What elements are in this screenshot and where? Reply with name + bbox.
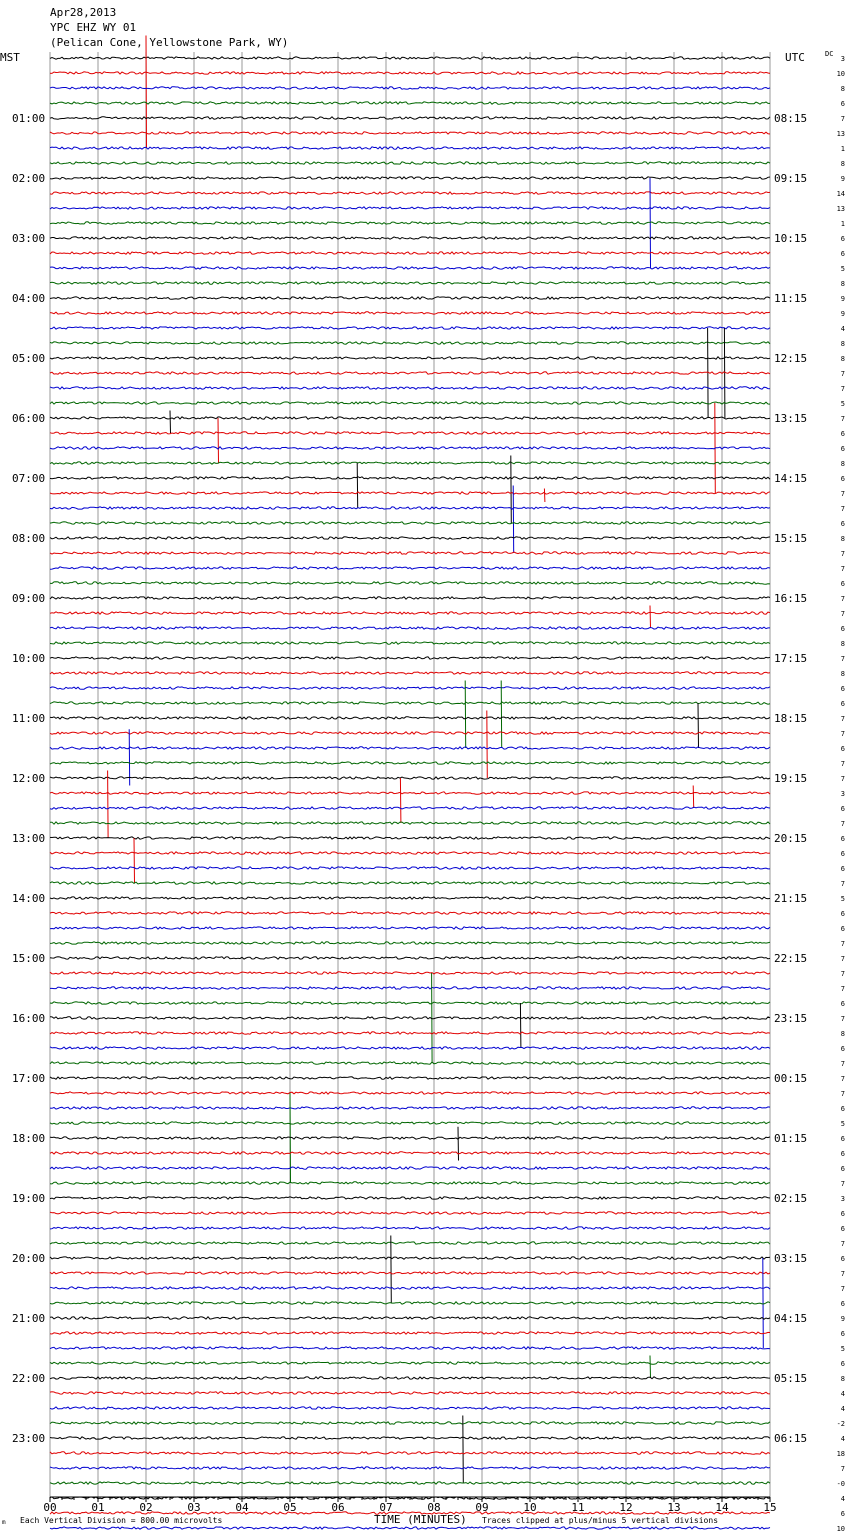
left-timezone-label: MST <box>0 51 20 64</box>
trace-row-94 <box>50 1467 770 1469</box>
trace-row-11 <box>50 222 770 224</box>
dc-offset-value: 8 <box>840 1030 845 1038</box>
dc-offset-value: 7 <box>840 1285 845 1293</box>
trace-row-47 <box>50 762 770 764</box>
dc-offset-value: 5 <box>840 1345 845 1353</box>
dc-offset-value: -0 <box>836 1480 845 1488</box>
trace-row-70 <box>50 1107 770 1109</box>
dc-offset-value: 6 <box>840 1330 845 1338</box>
trace-row-35 <box>50 582 770 584</box>
utc-hour-label: 11:15 <box>774 292 808 305</box>
dc-offset-value: 8 <box>840 85 845 93</box>
dc-offset-value: 8 <box>840 340 845 348</box>
dc-offset-value: 7 <box>840 115 845 123</box>
trace-row-84 <box>50 1317 770 1319</box>
dc-offset-value: 6 <box>840 250 845 258</box>
utc-hour-label: 16:15 <box>774 592 808 605</box>
trace-row-92 <box>50 1416 770 1484</box>
dc-offset-value: 7 <box>840 1270 845 1278</box>
dc-offset-value: 7 <box>840 550 845 558</box>
dc-offset-header: DC <box>825 50 834 58</box>
trace-row-42 <box>50 687 770 689</box>
trace-row-62 <box>50 987 770 989</box>
dc-offset-value: 9 <box>840 295 845 303</box>
dc-offset-value: 6 <box>840 1045 845 1053</box>
dc-offset-value: 4 <box>840 1495 845 1503</box>
mst-hour-label: 21:00 <box>12 1312 46 1325</box>
dc-offset-value: 7 <box>840 760 845 768</box>
trace-row-53 <box>50 838 770 883</box>
trace-row-85 <box>50 1332 770 1334</box>
dc-offset-value: 9 <box>840 1315 845 1323</box>
dc-offset-value: 4 <box>840 1390 845 1398</box>
trace-row-14 <box>50 267 770 269</box>
mst-hour-label: 23:00 <box>12 1432 46 1445</box>
trace-row-89 <box>50 1392 770 1394</box>
mst-hour-label: 12:00 <box>12 772 46 785</box>
trace-row-5 <box>50 132 770 134</box>
location-label: (Pelican Cone, Yellowstone Park, WY) <box>50 36 289 49</box>
utc-hour-label: 14:15 <box>774 472 808 485</box>
dc-offset-value: 6 <box>840 865 845 873</box>
mst-hour-label: 16:00 <box>12 1012 46 1025</box>
dc-offset-value: 1 <box>840 220 845 228</box>
dc-offset-value: 9 <box>840 310 845 318</box>
trace-row-98 <box>50 1527 770 1529</box>
utc-hour-label: 20:15 <box>774 832 808 845</box>
utc-hour-label: 18:15 <box>774 712 808 725</box>
trace-row-76 <box>50 1197 770 1199</box>
utc-hour-label: 09:15 <box>774 172 808 185</box>
mst-hour-label: 06:00 <box>12 412 46 425</box>
dc-offset-value: 6 <box>840 1135 845 1143</box>
utc-hour-label: 22:15 <box>774 952 808 965</box>
dc-offset-value: 7 <box>840 655 845 663</box>
trace-row-57 <box>50 912 770 914</box>
x-tick-label: 08 <box>427 1501 441 1514</box>
dc-offset-value: 4 <box>840 325 845 333</box>
trace-row-67 <box>50 1062 770 1064</box>
utc-hour-label: 03:15 <box>774 1252 808 1265</box>
trace-row-44 <box>50 703 770 748</box>
footer-mark: m <box>2 1519 6 1526</box>
dc-offset-value: 7 <box>840 715 845 723</box>
x-tick-label: 15 <box>763 1501 777 1514</box>
trace-row-17 <box>50 312 770 314</box>
trace-row-81 <box>50 1272 770 1274</box>
x-tick-label: 10 <box>523 1501 537 1514</box>
dc-offset-value: 7 <box>840 385 845 393</box>
station-label: YPC EHZ WY 01 <box>50 21 137 34</box>
dc-offset-value: 7 <box>840 1075 845 1083</box>
dc-offset-value: 6 <box>840 1105 845 1113</box>
mst-hour-label: 08:00 <box>12 532 46 545</box>
mst-hour-label: 18:00 <box>12 1132 46 1145</box>
trace-row-16 <box>50 297 770 299</box>
utc-hour-label: 02:15 <box>774 1192 808 1205</box>
dc-offset-value: 6 <box>840 925 845 933</box>
clip-note: Traces clipped at plus/minus 5 vertical divisions <box>482 1516 719 1525</box>
dc-offset-value: 13 <box>836 205 845 213</box>
dc-offset-value: 7 <box>840 595 845 603</box>
trace-row-75 <box>50 1182 770 1184</box>
dc-offset-value: 6 <box>840 430 845 438</box>
right-timezone-label: UTC <box>785 51 805 64</box>
seismic-traces <box>50 36 770 1534</box>
x-axis-title: TIME (MINUTES) <box>374 1513 467 1526</box>
x-tick-label: 00 <box>43 1501 57 1514</box>
utc-hour-label: 01:15 <box>774 1132 808 1145</box>
trace-row-90 <box>50 1407 770 1409</box>
dc-offset-value: 14 <box>836 190 845 198</box>
trace-row-2 <box>50 87 770 89</box>
mst-hour-label: 10:00 <box>12 652 46 665</box>
dc-offset-value: 7 <box>840 610 845 618</box>
dc-offset-value: 7 <box>840 415 845 423</box>
dc-offset-value: 6 <box>840 1510 845 1518</box>
dc-offset-value: 6 <box>840 1360 845 1368</box>
mst-hour-label: 22:00 <box>12 1372 46 1385</box>
utc-hour-label: 15:15 <box>774 532 808 545</box>
utc-hour-label: 19:15 <box>774 772 808 785</box>
mst-hour-label: 15:00 <box>12 952 46 965</box>
utc-hour-label: 21:15 <box>774 892 808 905</box>
dc-offset-value: 8 <box>840 280 845 288</box>
trace-row-23 <box>50 402 770 404</box>
dc-offset-value: 7 <box>840 955 845 963</box>
utc-hour-label: 10:15 <box>774 232 808 245</box>
dc-offset-value: 5 <box>840 400 845 408</box>
dc-offset-value: 7 <box>840 370 845 378</box>
trace-row-88 <box>50 1377 770 1379</box>
x-tick-label: 05 <box>283 1501 297 1514</box>
dc-offset-value: 7 <box>840 985 845 993</box>
utc-hour-label: 12:15 <box>774 352 808 365</box>
utc-hour-label: 06:15 <box>774 1432 808 1445</box>
dc-offset-value: 6 <box>840 1255 845 1263</box>
utc-hour-label: 05:15 <box>774 1372 808 1385</box>
dc-offset-value: 7 <box>840 505 845 513</box>
x-tick-label: 06 <box>331 1501 345 1514</box>
dc-offset-value: 7 <box>840 1180 845 1188</box>
x-axis <box>43 1497 776 1514</box>
mst-hour-label: 07:00 <box>12 472 46 485</box>
dc-offset-value: 8 <box>840 1375 845 1383</box>
x-tick-label: 04 <box>235 1501 249 1514</box>
utc-hour-label: 00:15 <box>774 1072 808 1085</box>
dc-offset-value: 18 <box>836 1450 845 1458</box>
dc-offset-value: 9 <box>840 175 845 183</box>
trace-row-34 <box>50 567 770 569</box>
trace-row-31 <box>50 522 770 524</box>
trace-row-38 <box>50 627 770 629</box>
x-tick-label: 12 <box>619 1501 633 1514</box>
trace-row-6 <box>50 147 770 149</box>
trace-row-72 <box>50 1127 770 1161</box>
dc-offset-value: 7 <box>840 1015 845 1023</box>
trace-row-49 <box>50 771 770 839</box>
trace-row-64 <box>50 1003 770 1048</box>
mst-hour-label: 05:00 <box>12 352 46 365</box>
dc-offset-value: 8 <box>840 460 845 468</box>
dc-offset-value: 7 <box>840 565 845 573</box>
dc-offset-value: 4 <box>840 1435 845 1443</box>
trace-row-4 <box>50 117 770 119</box>
dc-offset-value: 6 <box>840 700 845 708</box>
trace-row-40 <box>50 657 770 659</box>
trace-row-3 <box>50 102 770 104</box>
dc-offset-value: 6 <box>840 910 845 918</box>
utc-hour-labels <box>774 112 807 1445</box>
dc-offset-value: 6 <box>840 625 845 633</box>
dc-offset-value: 6 <box>840 685 845 693</box>
trace-row-15 <box>50 282 770 284</box>
dc-offset-value: 13 <box>836 130 845 138</box>
utc-hour-label: 08:15 <box>774 112 808 125</box>
trace-row-29 <box>50 489 770 503</box>
utc-hour-label: 04:15 <box>774 1312 808 1325</box>
trace-row-33 <box>50 552 770 554</box>
trace-row-26 <box>50 447 770 449</box>
trace-row-79 <box>50 1242 770 1244</box>
dc-offset-value: 7 <box>840 1090 845 1098</box>
trace-row-30 <box>50 486 770 554</box>
mst-hour-label: 04:00 <box>12 292 46 305</box>
dc-offset-value: 4 <box>840 1405 845 1413</box>
trace-row-80 <box>50 1236 770 1304</box>
mst-hour-label: 20:00 <box>12 1252 46 1265</box>
trace-row-83 <box>50 1302 770 1304</box>
dc-offset-value: 6 <box>840 1000 845 1008</box>
dc-offset-value: 7 <box>840 1465 845 1473</box>
dc-offset-value: 6 <box>840 1225 845 1233</box>
trace-row-63 <box>50 973 770 1063</box>
trace-row-66 <box>50 1047 770 1049</box>
trace-row-93 <box>50 1452 770 1454</box>
dc-offset-value: 7 <box>840 490 845 498</box>
dc-offset-value: 5 <box>840 265 845 273</box>
trace-row-73 <box>50 1152 770 1154</box>
x-tick-label: 03 <box>187 1501 201 1514</box>
mst-hour-label: 03:00 <box>12 232 46 245</box>
dc-offset-value: 6 <box>840 475 845 483</box>
utc-hour-label: 17:15 <box>774 652 808 665</box>
trace-row-41 <box>50 672 770 674</box>
trace-row-36 <box>50 597 770 599</box>
trace-row-18 <box>50 327 770 329</box>
date-label: Apr28,2013 <box>50 6 117 19</box>
dc-offset-value: 3 <box>840 1195 845 1203</box>
trace-row-45 <box>50 711 770 779</box>
dc-offset-value: 6 <box>840 805 845 813</box>
trace-row-27 <box>50 462 770 464</box>
dc-offset-value: 6 <box>840 745 845 753</box>
trace-row-55 <box>50 882 770 884</box>
dc-offset-value: 6 <box>840 835 845 843</box>
trace-row-1 <box>50 36 770 149</box>
dc-offset-value: 10 <box>836 1525 845 1533</box>
mst-hour-labels <box>12 112 45 1445</box>
x-tick-label: 07 <box>379 1501 393 1514</box>
trace-row-74 <box>50 1167 770 1169</box>
trace-row-58 <box>50 927 770 929</box>
dc-offset-value: 6 <box>840 235 845 243</box>
x-tick-label: 02 <box>139 1501 153 1514</box>
dc-offset-value: 6 <box>840 445 845 453</box>
dc-offset-value: 7 <box>840 820 845 828</box>
trace-row-56 <box>50 897 770 899</box>
trace-row-95 <box>50 1482 770 1484</box>
trace-row-0 <box>50 57 770 59</box>
trace-row-86 <box>50 1347 770 1349</box>
trace-row-69 <box>50 1092 770 1094</box>
dc-offset-value: 7 <box>840 880 845 888</box>
trace-row-12 <box>50 237 770 239</box>
trace-row-7 <box>50 162 770 164</box>
dc-offset-labels <box>837 55 845 1534</box>
mst-hour-label: 11:00 <box>12 712 46 725</box>
dc-offset-value: 8 <box>840 160 845 168</box>
trace-row-39 <box>50 642 770 644</box>
mst-hour-label: 17:00 <box>12 1072 46 1085</box>
trace-row-22 <box>50 387 770 389</box>
utc-hour-label: 23:15 <box>774 1012 808 1025</box>
mst-hour-label: 14:00 <box>12 892 46 905</box>
trace-row-37 <box>50 606 770 629</box>
trace-row-60 <box>50 957 770 959</box>
dc-offset-value: 5 <box>840 1120 845 1128</box>
trace-row-87 <box>50 1356 770 1379</box>
dc-offset-value: 7 <box>840 1060 845 1068</box>
trace-row-61 <box>50 972 770 974</box>
trace-row-24 <box>50 411 770 434</box>
trace-row-91 <box>50 1422 770 1424</box>
mst-hour-label: 13:00 <box>12 832 46 845</box>
dc-offset-value: 8 <box>840 670 845 678</box>
trace-row-19 <box>50 342 770 344</box>
dc-offset-value: 6 <box>840 1150 845 1158</box>
dc-offset-value: 5 <box>840 895 845 903</box>
dc-offset-value: 6 <box>840 580 845 588</box>
x-tick-label: 11 <box>571 1501 585 1514</box>
mst-hour-label: 02:00 <box>12 172 46 185</box>
trace-row-13 <box>50 252 770 254</box>
trace-row-77 <box>50 1212 770 1214</box>
trace-row-43 <box>50 681 770 749</box>
dc-offset-value: 8 <box>840 640 845 648</box>
mst-hour-label: 19:00 <box>12 1192 46 1205</box>
utc-hour-label: 13:15 <box>774 412 808 425</box>
trace-row-54 <box>50 867 770 869</box>
trace-row-50 <box>50 807 770 809</box>
mst-hour-label: 01:00 <box>12 112 46 125</box>
dc-offset-value: 7 <box>840 970 845 978</box>
trace-row-28 <box>50 456 770 524</box>
trace-row-48 <box>50 777 770 779</box>
x-tick-label: 14 <box>715 1501 729 1514</box>
x-tick-label: 01 <box>91 1501 105 1514</box>
dc-offset-value: 6 <box>840 850 845 858</box>
trace-row-78 <box>50 1227 770 1229</box>
trace-row-52 <box>50 837 770 839</box>
trace-row-9 <box>50 192 770 194</box>
scale-note: Each Vertical Division = 800.00 microvolts <box>20 1516 223 1525</box>
dc-offset-value: 6 <box>840 1165 845 1173</box>
trace-row-21 <box>50 372 770 374</box>
dc-offset-value: 7 <box>840 940 845 948</box>
trace-row-8 <box>50 177 770 179</box>
dc-offset-value: 1 <box>840 145 845 153</box>
dc-offset-value: 6 <box>840 1300 845 1308</box>
mst-hour-label: 09:00 <box>12 592 46 605</box>
dc-offset-value: -2 <box>836 1420 845 1428</box>
dc-offset-value: 8 <box>840 355 845 363</box>
dc-offset-value: 7 <box>840 775 845 783</box>
x-tick-label: 13 <box>667 1501 681 1514</box>
trace-row-68 <box>50 1077 770 1079</box>
dc-offset-value: 3 <box>840 790 845 798</box>
dc-offset-value: 7 <box>840 730 845 738</box>
trace-row-32 <box>50 537 770 539</box>
dc-offset-value: 6 <box>840 100 845 108</box>
trace-row-59 <box>50 942 770 944</box>
dc-offset-value: 10 <box>836 70 845 78</box>
dc-offset-value: 8 <box>840 535 845 543</box>
dc-offset-value: 6 <box>840 520 845 528</box>
x-tick-label: 09 <box>475 1501 489 1514</box>
trace-row-65 <box>50 1032 770 1034</box>
trace-row-51 <box>50 822 770 824</box>
dc-offset-value: 6 <box>840 1210 845 1218</box>
dc-offset-value: 3 <box>840 55 845 63</box>
dc-offset-value: 7 <box>840 1240 845 1248</box>
